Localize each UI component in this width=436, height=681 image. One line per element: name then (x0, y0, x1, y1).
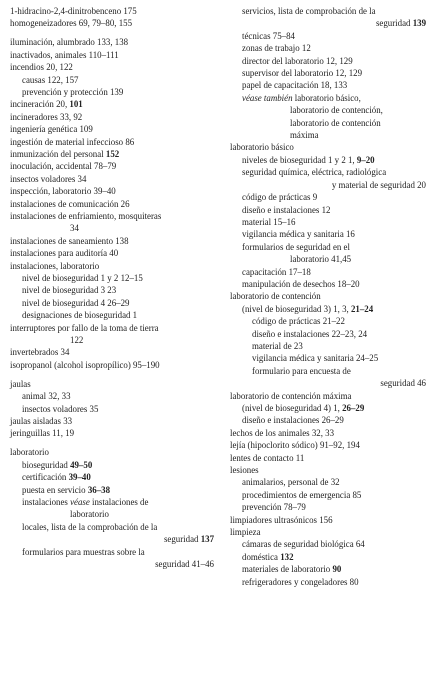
entry-text: seguridad (163, 534, 201, 545)
entry-text: zonas de trabajo 12 (242, 43, 311, 54)
index-entry (230, 439, 430, 451)
index-entry (10, 160, 218, 172)
index-entry (230, 427, 430, 439)
entry-text: laboratorio (10, 447, 49, 458)
index-subentry (230, 241, 430, 253)
entry-text: instalaciones de saneamiento 138 (10, 235, 129, 246)
entry-text: y material de seguridad 20 (331, 179, 426, 190)
entry-continuation (10, 533, 218, 545)
entry-text: 1-hidracino-2,4-dinitrobenceno 175 (10, 6, 137, 16)
index-subentry (230, 55, 430, 67)
index-entry (10, 36, 218, 48)
entry-text: director del laboratorio 12, 129 (242, 55, 353, 66)
entry-text: limpiadores ultrasónicos 156 (230, 514, 333, 525)
entry-text: material 15–16 (242, 216, 296, 227)
index-entry (10, 17, 218, 29)
entry-text: papel de capacitación 18, 133 (242, 80, 348, 91)
index-subentry (10, 459, 218, 471)
index-entry (10, 123, 218, 135)
entry-text: diseño e instalaciones 26–29 (242, 415, 344, 426)
index-subentry (230, 129, 430, 141)
entry-text: seguridad (375, 18, 413, 29)
entry-text: laboratorio (70, 509, 109, 520)
entry-text: diseño e instalaciones 12 (242, 204, 331, 215)
entry-text: instalaciones de (89, 496, 149, 507)
index-subentry (230, 42, 430, 54)
index-subentry (230, 563, 430, 575)
entry-text: laboratorio de contención, (290, 105, 383, 116)
entry-text: incineradores 33, 92 (10, 111, 83, 122)
entry-text: jeringuillas 11, 19 (10, 428, 75, 439)
index-entry (10, 61, 218, 73)
index-subentry (230, 228, 430, 240)
entry-text: incendios 20, 122 (10, 62, 73, 73)
entry-text: (nivel de bioseguridad 3) 1, 3, (242, 303, 351, 314)
index-subentry (230, 340, 430, 352)
entry-text: laboratorio de contención (230, 291, 321, 302)
entry-text: instalaciones de comunicación 26 (10, 198, 130, 209)
entry-text: formulario para encuesta de (252, 365, 351, 376)
index-column-left (10, 5, 218, 570)
index-subentry (230, 216, 430, 228)
entry-text: jaulas (10, 378, 31, 389)
entry-text: prevención 78–79 (242, 502, 306, 513)
index-entry (10, 235, 218, 247)
entry-text: iluminación, alumbrado 133, 138 (10, 37, 129, 48)
index-subentry (230, 30, 430, 42)
index-subentry (230, 154, 430, 166)
entry-crossref: véase también (242, 92, 293, 103)
index-entry (10, 322, 218, 334)
index-subentry (230, 551, 430, 563)
index-subentry (230, 538, 430, 550)
entry-text: prevención y protección 139 (22, 86, 124, 97)
index-entry (230, 514, 430, 526)
entry-text: designaciones de bioseguridad 1 (22, 310, 138, 321)
entry-text: materiales de laboratorio (242, 564, 333, 575)
index-entry (10, 98, 218, 110)
index-subentry (10, 86, 218, 98)
entry-text: laboratorio básico (230, 142, 294, 153)
index-subentry (10, 284, 218, 296)
entry-page-bold: 49–50 (70, 459, 93, 470)
entry-text: niveles de bioseguridad 1 y 2 1, (242, 154, 357, 165)
index-subentry (230, 5, 430, 17)
entry-text: vigilancia médica y sanitaria 16 (242, 229, 355, 240)
index-entry (230, 452, 430, 464)
entry-text: formularios para muestras sobre la (22, 546, 145, 557)
entry-text: invertebrados 34 (10, 347, 70, 358)
index-subentry (230, 204, 430, 216)
index-entry (10, 427, 218, 439)
index-subentry (10, 272, 218, 284)
entry-text: seguridad química, eléctrica, radiológica (242, 167, 387, 178)
index-subentry (230, 576, 430, 588)
entry-text: seguridad 46 (380, 378, 426, 389)
index-subentry (230, 266, 430, 278)
entry-text: laboratorio de contención (290, 117, 381, 128)
entry-text: instalaciones (22, 496, 71, 507)
entry-text: servicios, lista de comprobación de la (242, 6, 376, 16)
index-entry (10, 346, 218, 358)
entry-text: 122 (70, 335, 84, 346)
entry-text: doméstica (242, 551, 281, 562)
entry-text: locales, lista de la comprobación de la (22, 521, 158, 532)
index-entry (10, 185, 218, 197)
index-subentry (230, 352, 430, 364)
entry-continuation (230, 17, 430, 29)
index-column-right (230, 5, 430, 588)
index-subentry (230, 303, 430, 315)
index-entry (10, 111, 218, 123)
index-subentry (230, 278, 430, 290)
entry-text: inoculación, accidental 78–79 (10, 161, 117, 172)
entry-text: ingestión de material infeccioso 86 (10, 136, 135, 147)
index-subentry (230, 191, 430, 203)
entry-text: vigilancia médica y sanitaria 24–25 (252, 353, 379, 364)
entry-text: refrigeradores y congeladores 80 (242, 576, 359, 587)
index-subentry (10, 297, 218, 309)
entry-crossref: véase (70, 496, 90, 507)
entry-page-bold: 139 (412, 18, 426, 29)
index-subentry (230, 166, 430, 178)
index-entry (10, 247, 218, 259)
entry-continuation (10, 222, 218, 234)
index-entry (10, 198, 218, 210)
entry-text: certificación (22, 472, 69, 483)
entry-text: diseño e instalaciones 22–23, 24 (252, 328, 368, 339)
entry-page-bold: 21–24 (350, 303, 374, 314)
entry-text: material de 23 (252, 340, 303, 351)
entry-page-bold: 137 (200, 534, 214, 545)
entry-continuation (230, 377, 430, 389)
index-subentry (10, 496, 218, 508)
index-entry (10, 446, 218, 458)
entry-text: lentes de contacto 11 (230, 452, 305, 463)
entry-text: nivel de bioseguridad 3 23 (22, 285, 117, 296)
entry-text: inactivados, animales 110–111 (10, 49, 119, 60)
entry-text: causas 122, 157 (22, 74, 79, 85)
entry-text: laboratorio básico, (292, 92, 361, 103)
entry-text: cámaras de seguridad biológica 64 (242, 539, 365, 550)
entry-page-bold: 90 (332, 564, 342, 575)
entry-text: interruptores por fallo de la toma de tierra (10, 322, 159, 333)
entry-text: nivel de bioseguridad 4 26–29 (22, 297, 130, 308)
entry-continuation (230, 104, 430, 116)
entry-text: homogeneizadores 69, 79–80, 155 (10, 18, 133, 29)
index-entry (10, 49, 218, 61)
index-subentry (10, 546, 218, 558)
entry-text: incineración 20, (10, 99, 70, 110)
entry-text: inspección, laboratorio 39–40 (10, 186, 116, 197)
entry-page-bold: 9–20 (356, 154, 375, 165)
entry-text: procedimientos de emergencia 85 (242, 489, 362, 500)
index-subentry (230, 489, 430, 501)
entry-text: capacitación 17–18 (242, 266, 311, 277)
entry-text: inmunización del personal (10, 148, 106, 159)
index-entry (10, 378, 218, 390)
index-subentry (230, 365, 430, 377)
entry-text: instalaciones de enfriamiento, mosquiteras (10, 211, 162, 221)
entry-text: laboratorio de contención máxima (230, 390, 352, 401)
index-subentry (10, 521, 218, 533)
entry-text: manipulación de desechos 18–20 (242, 278, 360, 289)
index-entry (10, 136, 218, 148)
index-subentry (10, 74, 218, 86)
index-entry (10, 148, 218, 160)
entry-page-bold: 26–29 (342, 403, 365, 413)
entry-text: isopropanol (alcohol isopropílico) 95–190 (10, 359, 160, 370)
entry-text: (nivel de bioseguridad 4) 1, (242, 403, 343, 413)
entry-page-bold: 39–40 (68, 472, 91, 483)
entry-text: bioseguridad (22, 459, 71, 470)
index-subentry (230, 92, 430, 104)
index-entry (10, 5, 218, 17)
index-subentry (10, 484, 218, 496)
index-subentry (10, 471, 218, 483)
entry-text: formularios de seguridad en el (242, 241, 350, 252)
entry-text: código de prácticas 21–22 (252, 316, 345, 327)
entry-text: limpieza (230, 527, 261, 538)
entry-page-bold: 101 (69, 99, 83, 110)
entry-text: insectos voladores 34 (10, 173, 87, 184)
entry-text: seguridad 41–46 (155, 558, 214, 569)
index-subentry (10, 309, 218, 321)
index-subentry (10, 403, 218, 415)
index-subentry (230, 414, 430, 426)
entry-page-bold: 132 (280, 551, 294, 562)
entry-continuation (230, 253, 430, 265)
entry-text: animalarios, personal de 32 (242, 477, 340, 488)
index-entry (230, 141, 430, 153)
entry-text: lechos de los animales 32, 33 (230, 427, 335, 438)
index-subentry (230, 402, 430, 414)
entry-page-bold: 36–38 (87, 484, 110, 495)
index-subentry (230, 328, 430, 340)
entry-text: lesiones (230, 465, 259, 476)
entry-continuation (230, 179, 430, 191)
entry-text: lejía (hipoclorito sódico) 91–92, 194 (230, 440, 360, 451)
index-entry (10, 359, 218, 371)
entry-text: insectos voladores 35 (22, 403, 99, 414)
entry-text: nivel de bioseguridad 1 y 2 12–15 (22, 273, 143, 284)
entry-text: técnicas 75–84 (242, 30, 295, 41)
entry-text: supervisor del laboratorio 12, 129 (242, 68, 363, 79)
index-entry (230, 390, 430, 402)
entry-continuation (10, 558, 218, 570)
index-subentry (230, 79, 430, 91)
index-entry (230, 464, 430, 476)
index-subentry (230, 117, 430, 129)
index-subentry (230, 67, 430, 79)
index-entry (10, 260, 218, 272)
entry-page-bold: 152 (105, 148, 120, 159)
index-subentry (230, 315, 430, 327)
entry-text: máxima (290, 130, 319, 141)
entry-text: animal 32, 33 (22, 391, 71, 402)
entry-text: ingeniería genética 109 (10, 124, 93, 135)
index-entry (10, 415, 218, 427)
entry-text: puesta en servicio (22, 484, 88, 495)
entry-text: laboratorio 41,45 (290, 254, 352, 265)
index-subentry (230, 501, 430, 513)
index-entry (10, 210, 218, 222)
entry-continuation (10, 334, 218, 346)
entry-continuation (10, 508, 218, 520)
entry-text: código de prácticas 9 (242, 192, 318, 203)
index-entry (10, 173, 218, 185)
index-subentry (10, 390, 218, 402)
entry-text: jaulas aisladas 33 (10, 416, 73, 426)
index-entry (230, 526, 430, 538)
entry-text: 34 (70, 223, 79, 234)
index-entry (230, 290, 430, 302)
index-subentry (230, 476, 430, 488)
entry-text: instalaciones, laboratorio (10, 260, 100, 271)
entry-text: instalaciones para auditoría 40 (10, 248, 119, 259)
